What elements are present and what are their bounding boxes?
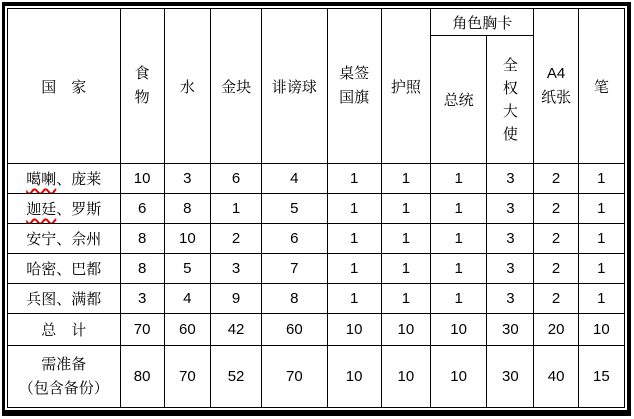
cell-value: 8: [164, 194, 210, 224]
table-row: [8, 164, 625, 194]
cell-value: 3: [120, 284, 164, 314]
cell-value: 3: [487, 164, 534, 194]
country-name-text: 、罗斯: [56, 201, 102, 218]
prepare-value: 52: [210, 346, 261, 408]
header-food: [120, 9, 164, 164]
prepare-row: [8, 346, 625, 408]
country-name-text: 兵图、满都: [26, 291, 102, 308]
cell-value: 8: [120, 254, 164, 284]
cell-value: 1: [327, 254, 381, 284]
spellcheck-text: 噶喇: [26, 171, 57, 188]
cell-value: 3: [210, 254, 261, 284]
cell-value: 1: [210, 194, 261, 224]
header-ambassador-line: 使: [502, 125, 518, 143]
cell-value: 1: [327, 284, 381, 314]
cell-value: 4: [262, 164, 327, 194]
header-president: 总统: [430, 36, 486, 164]
total-value: 10: [578, 314, 624, 346]
spellcheck-text: 迦廷: [26, 201, 57, 218]
total-value: 70: [120, 314, 164, 346]
header-food-line: 食: [134, 65, 150, 82]
total-value: 10: [430, 314, 486, 346]
country-name: [8, 164, 121, 194]
prepare-value: 80: [120, 346, 164, 408]
cell-value: 10: [164, 224, 210, 254]
cell-value: 2: [534, 254, 578, 284]
total-value: 10: [327, 314, 381, 346]
total-value: 60: [262, 314, 327, 346]
total-value: 30: [487, 314, 534, 346]
prepare-value: 70: [262, 346, 327, 408]
cell-value: 1: [381, 224, 430, 254]
cell-value: 2: [534, 284, 578, 314]
cell-value: 1: [381, 194, 430, 224]
cell-value: 1: [578, 254, 624, 284]
prepare-label-line: 需准备: [41, 355, 87, 373]
header-ambassador-line: 大: [502, 102, 518, 120]
cell-value: 5: [164, 254, 210, 284]
prepare-value: 15: [578, 346, 624, 408]
header-water: 水: [164, 9, 210, 164]
total-row: [8, 314, 625, 346]
cell-value: 3: [487, 254, 534, 284]
cell-value: 1: [327, 224, 381, 254]
header-food-line: 物: [134, 89, 150, 106]
cell-value: 1: [327, 164, 381, 194]
cell-value: 6: [120, 194, 164, 224]
cell-value: 6: [210, 164, 261, 194]
country-name-text: 哈密、巴都: [26, 261, 102, 278]
cell-value: 1: [381, 164, 430, 194]
header-passport: 护照: [381, 9, 430, 164]
header-pen: 笔: [578, 9, 624, 164]
cell-value: 2: [534, 194, 578, 224]
cell-value: 9: [210, 284, 261, 314]
header-ambassador-line: 权: [502, 79, 518, 97]
country-name: [8, 194, 121, 224]
cell-value: 4: [164, 284, 210, 314]
cell-value: 1: [578, 164, 624, 194]
header-flag-line: 国旗: [339, 89, 370, 106]
prepare-label-line: （包含备份）: [18, 379, 109, 397]
prepare-value: 10: [327, 346, 381, 408]
cell-value: 1: [381, 284, 430, 314]
prepare-value: 30: [487, 346, 534, 408]
total-value: 60: [164, 314, 210, 346]
cell-value: 2: [534, 224, 578, 254]
cell-value: 1: [430, 164, 486, 194]
cell-value: 2: [210, 224, 261, 254]
total-value: 10: [381, 314, 430, 346]
header-row-group: [8, 9, 625, 36]
total-value: 42: [210, 314, 261, 346]
cell-value: 1: [381, 254, 430, 284]
table-row: [8, 254, 625, 284]
prepare-value: 10: [381, 346, 430, 408]
cell-value: 6: [262, 224, 327, 254]
table-row: [8, 194, 625, 224]
table-frame: [2, 2, 631, 416]
header-table-sign-flag: [327, 9, 381, 164]
header-a4-line: A4: [546, 65, 566, 82]
cell-value: 1: [578, 194, 624, 224]
cell-value: 1: [430, 194, 486, 224]
header-flag-line: 桌签: [339, 65, 370, 82]
cell-value: 7: [262, 254, 327, 284]
cell-value: 8: [262, 284, 327, 314]
country-name-text: 安宁、佘州: [26, 231, 102, 248]
header-ambassador-line: 全: [502, 56, 518, 74]
cell-value: 8: [120, 224, 164, 254]
country-name-text: 、庞莱: [56, 171, 102, 188]
cell-value: 3: [487, 224, 534, 254]
header-country: 国 家: [8, 9, 121, 164]
country-name: [8, 224, 121, 254]
cell-value: 3: [164, 164, 210, 194]
header-ambassador: [487, 36, 534, 164]
prepare-value: 70: [164, 346, 210, 408]
cell-value: 3: [487, 194, 534, 224]
cell-value: 1: [578, 284, 624, 314]
total-label: 总 计: [8, 314, 121, 346]
country-name: [8, 254, 121, 284]
cell-value: 10: [120, 164, 164, 194]
header-a4-line: 纸张: [541, 89, 572, 106]
cell-value: 1: [327, 194, 381, 224]
cell-value: 1: [430, 224, 486, 254]
prepare-value: 40: [534, 346, 578, 408]
prepare-value: 10: [430, 346, 486, 408]
cell-value: 1: [430, 254, 486, 284]
cell-value: 3: [487, 284, 534, 314]
prepare-label: [8, 346, 121, 408]
supplies-table: [7, 8, 625, 408]
table-row: [8, 284, 625, 314]
header-a4-paper: [534, 9, 578, 164]
header-gold: 金块: [210, 9, 261, 164]
cell-value: 2: [534, 164, 578, 194]
table-row: [8, 224, 625, 254]
cell-value: 1: [578, 224, 624, 254]
header-role-badge-group: 角色胸卡: [430, 9, 534, 36]
cell-value: 1: [430, 284, 486, 314]
country-name: [8, 284, 121, 314]
header-slander-ball: 诽谤球: [262, 9, 327, 164]
cell-value: 5: [262, 194, 327, 224]
total-value: 20: [534, 314, 578, 346]
